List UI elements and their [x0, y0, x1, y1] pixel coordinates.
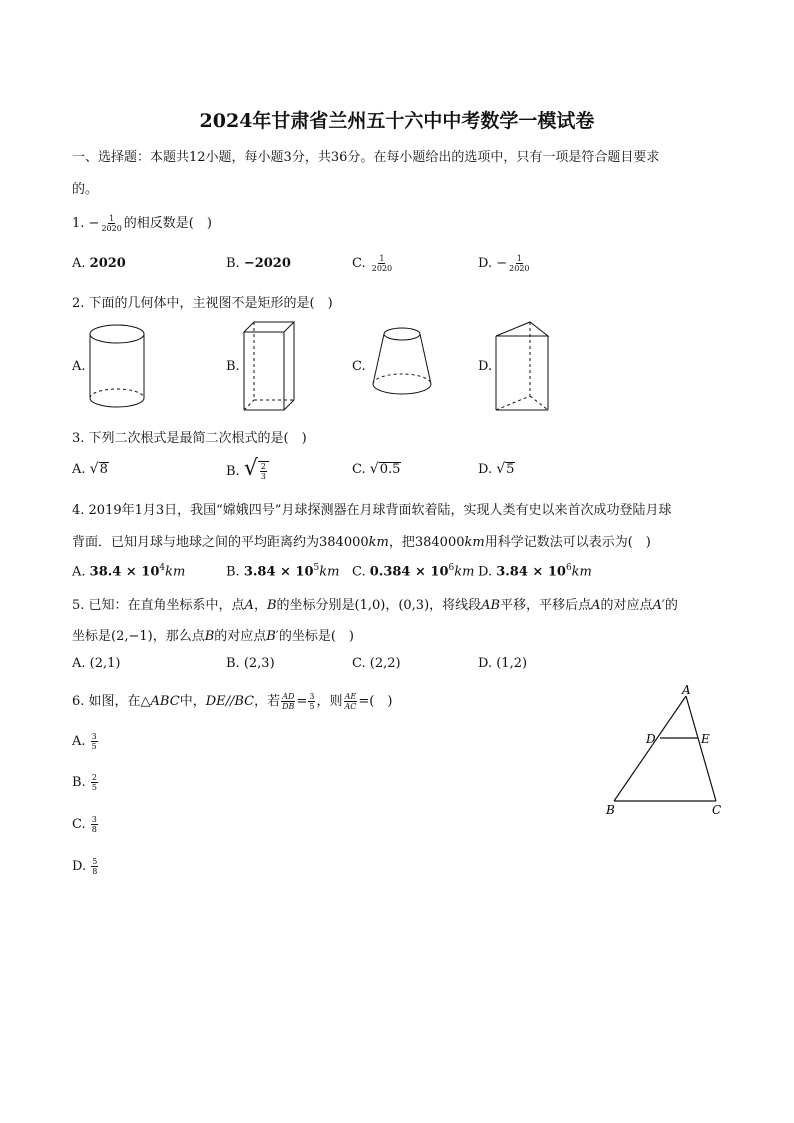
- option-label: D.: [478, 656, 493, 671]
- q5-text: 的坐标分别是(1,0)，(0,3)，将线段: [276, 598, 482, 613]
- question-4-line2: [72, 531, 651, 550]
- q6-text: 中，: [179, 694, 206, 709]
- label-a: A: [682, 683, 691, 697]
- option-exponent: 5: [313, 563, 320, 573]
- triangle-abc: ABC: [150, 694, 180, 709]
- label-d: D: [646, 732, 656, 746]
- q5-text: 的坐标是( ): [278, 629, 354, 644]
- question-4-line1: 4. 2019年1月3日，我国“嫦娥四号”月球探测器在月球背面软着陆，实现人类有史以来首次成功登陆月球: [72, 503, 672, 518]
- option-text: (1,2): [496, 656, 528, 671]
- q6-option-b: [72, 773, 99, 792]
- q4-option-c: [352, 563, 474, 579]
- triangle-abc-figure: [600, 680, 740, 825]
- option-fraction: [508, 254, 530, 273]
- q1-option-c: [352, 254, 394, 273]
- point-b-prime: B′: [266, 629, 279, 644]
- rectangular-prism-figure: [242, 320, 302, 415]
- option-fraction: [371, 254, 393, 273]
- unit-km: km: [454, 564, 475, 580]
- q4-option-a: [72, 563, 185, 579]
- q1-option-d: [478, 254, 532, 273]
- frac-num: 1: [516, 254, 522, 263]
- question-5-line2: [72, 625, 354, 644]
- q2-option-a: A.: [72, 359, 86, 374]
- frac-den: 3: [260, 472, 266, 481]
- q4-option-d: [478, 563, 592, 579]
- triangular-prism-figure: [494, 320, 554, 415]
- option-label: B.: [226, 464, 240, 479]
- unit-km: km: [319, 564, 340, 580]
- option-fraction: [91, 773, 98, 792]
- option-label: D.: [478, 256, 493, 271]
- frustum-figure: [370, 326, 436, 406]
- cylinder-figure: [88, 322, 148, 412]
- option-text: −2020: [243, 256, 291, 271]
- option-label: A.: [72, 462, 86, 477]
- q1-option-b: [226, 256, 291, 271]
- option-label: C.: [352, 564, 366, 580]
- frac-den: 5: [91, 742, 97, 751]
- q1-frac-den: 2020: [101, 224, 122, 233]
- q5-option-d: [478, 656, 527, 671]
- radicand: 0.5: [379, 462, 401, 477]
- option-label: B.: [226, 256, 240, 271]
- q1-suffix: 的相反数是( ): [123, 216, 212, 231]
- frac-num: 2: [91, 773, 97, 782]
- option-label: C.: [352, 462, 366, 477]
- page-title: 2024年甘肃省兰州五十六中中考数学一模试卷: [199, 110, 595, 132]
- unit-km: km: [464, 535, 485, 550]
- option-label: C.: [352, 256, 366, 271]
- option-label: A.: [72, 256, 86, 271]
- frac-den: DB: [282, 702, 295, 711]
- option-fraction: [91, 815, 98, 834]
- question-1-stem: [72, 212, 212, 233]
- frac-den: AC: [344, 702, 357, 711]
- triangle-symbol: △: [140, 694, 151, 709]
- q2-option-b: B.: [226, 359, 240, 374]
- q5-text: 的对应点: [600, 598, 653, 613]
- q6-text: =( ): [358, 694, 393, 709]
- frac-num: 3: [309, 692, 315, 701]
- q2-option-d: D.: [478, 359, 493, 374]
- option-text: (2,3): [243, 656, 275, 671]
- label-c: C: [712, 803, 722, 817]
- option-label: B.: [226, 656, 240, 671]
- frac-num: AD: [282, 692, 295, 701]
- q5-option-a: [72, 656, 121, 671]
- frac-num: 1: [379, 254, 385, 263]
- option-text: (2,1): [89, 656, 121, 671]
- point-a-prime: A′: [652, 598, 665, 613]
- frac-den: 8: [91, 825, 97, 834]
- option-exponent: 6: [565, 563, 572, 573]
- q4-text: 用科学记数法可以表示为( ): [484, 535, 651, 550]
- option-sign: −: [496, 256, 508, 271]
- option-label: A.: [72, 734, 86, 749]
- point-a: A: [244, 598, 254, 613]
- frac-den: 2020: [371, 264, 393, 273]
- option-label: C.: [352, 656, 366, 671]
- unit-km: km: [571, 564, 592, 580]
- q5-text: 的对应点: [214, 629, 267, 644]
- point-b: B: [266, 598, 277, 613]
- option-base: 38.4 × 10: [89, 564, 160, 580]
- q1-option-a: [72, 256, 126, 271]
- radical-sign-icon: √: [369, 461, 379, 477]
- q3-option-a: [72, 461, 109, 477]
- q5-option-c: [352, 656, 401, 671]
- q5-text: 5. 已知：在直角坐标系中，点: [72, 598, 245, 613]
- question-2-stem: 2. 下面的几何体中，主视图不是矩形的是( ): [72, 296, 333, 311]
- q4-option-b: [226, 563, 339, 579]
- q5-text: 坐标是(2,−1)，那么点: [72, 629, 205, 644]
- frac-den: 8: [92, 867, 98, 876]
- parallel-relation: DE//BC: [205, 694, 255, 709]
- frac-num: 2: [260, 462, 266, 471]
- q6-text: 6. 如图，在: [72, 694, 141, 709]
- option-text: 2020: [89, 256, 126, 271]
- q6-option-c: [72, 815, 99, 834]
- frac-den: 2020: [509, 264, 530, 273]
- q1-frac-num: 1: [109, 214, 115, 223]
- question-6-stem: [72, 690, 392, 711]
- section-instructions-line2: 的。: [72, 182, 99, 197]
- label-e: E: [701, 732, 710, 746]
- q6-option-d: [72, 857, 99, 876]
- option-label: B.: [226, 564, 240, 580]
- frac-num: 5: [92, 857, 98, 866]
- q1-prefix: 1. −: [72, 216, 100, 231]
- option-label: C.: [72, 817, 86, 832]
- option-label: A.: [72, 564, 86, 580]
- option-label: A.: [72, 656, 86, 671]
- option-label: B.: [72, 775, 86, 790]
- option-exponent: 4: [159, 563, 166, 573]
- radical-sign-icon: √: [89, 461, 99, 477]
- frac-num: 3: [91, 815, 97, 824]
- option-label: D.: [478, 462, 493, 477]
- option-base: 0.384 × 10: [369, 564, 449, 580]
- unit-km: km: [368, 535, 389, 550]
- unit-km: km: [165, 564, 186, 580]
- option-base: 3.84 × 10: [243, 564, 314, 580]
- radicand: 8: [99, 462, 108, 477]
- option-base: 3.84 × 10: [496, 564, 566, 580]
- q1-fraction: [100, 214, 122, 233]
- frac-num: AE: [344, 692, 357, 701]
- radicand: 5: [506, 462, 515, 477]
- q4-text: ，把384000: [388, 535, 465, 550]
- frac-den: 5: [91, 783, 97, 792]
- option-label: D.: [72, 859, 87, 874]
- equals: =: [296, 694, 308, 709]
- q6-option-a: [72, 732, 99, 751]
- label-b: B: [606, 803, 615, 817]
- section-instructions-line1: 一、选择题：本题共12小题，每小题3分，共36分。在每小题给出的选项中，只有一项是符合题目要求: [72, 150, 660, 165]
- q5-text: ，: [253, 598, 267, 613]
- option-label: D.: [478, 564, 493, 580]
- frac-den: 5: [309, 702, 315, 711]
- q6-text: ，则: [316, 694, 343, 709]
- q3-option-d: [478, 461, 515, 477]
- q3-option-b: [226, 456, 269, 481]
- option-fraction: [91, 857, 98, 876]
- q2-option-c: C.: [352, 359, 366, 374]
- segment-ab: AB: [481, 598, 501, 613]
- point-a: A: [591, 598, 601, 613]
- option-fraction: [260, 462, 267, 481]
- option-text: (2,2): [369, 656, 401, 671]
- option-exponent: 6: [448, 563, 455, 573]
- q5-option-b: [226, 656, 275, 671]
- q3-option-c: [352, 461, 401, 477]
- frac-num: 3: [91, 732, 97, 741]
- point-b: B: [204, 629, 215, 644]
- option-fraction: [91, 732, 98, 751]
- q5-text: 平移，平移后点: [500, 598, 592, 613]
- question-3-stem: 3. 下列二次根式是最简二次根式的是( ): [72, 431, 307, 446]
- radical-sign-icon: √: [243, 456, 258, 481]
- ratio-ad-db: [281, 692, 295, 711]
- q5-text: 的: [664, 598, 678, 613]
- ratio-value: [308, 692, 315, 711]
- ratio-ae-ac: [343, 692, 357, 711]
- radical-sign-icon: √: [496, 461, 506, 477]
- q4-text: 背面．已知月球与地球之间的平均距离约为384000: [72, 535, 369, 550]
- q6-text: ，若: [254, 694, 281, 709]
- question-5-line1: [72, 594, 678, 613]
